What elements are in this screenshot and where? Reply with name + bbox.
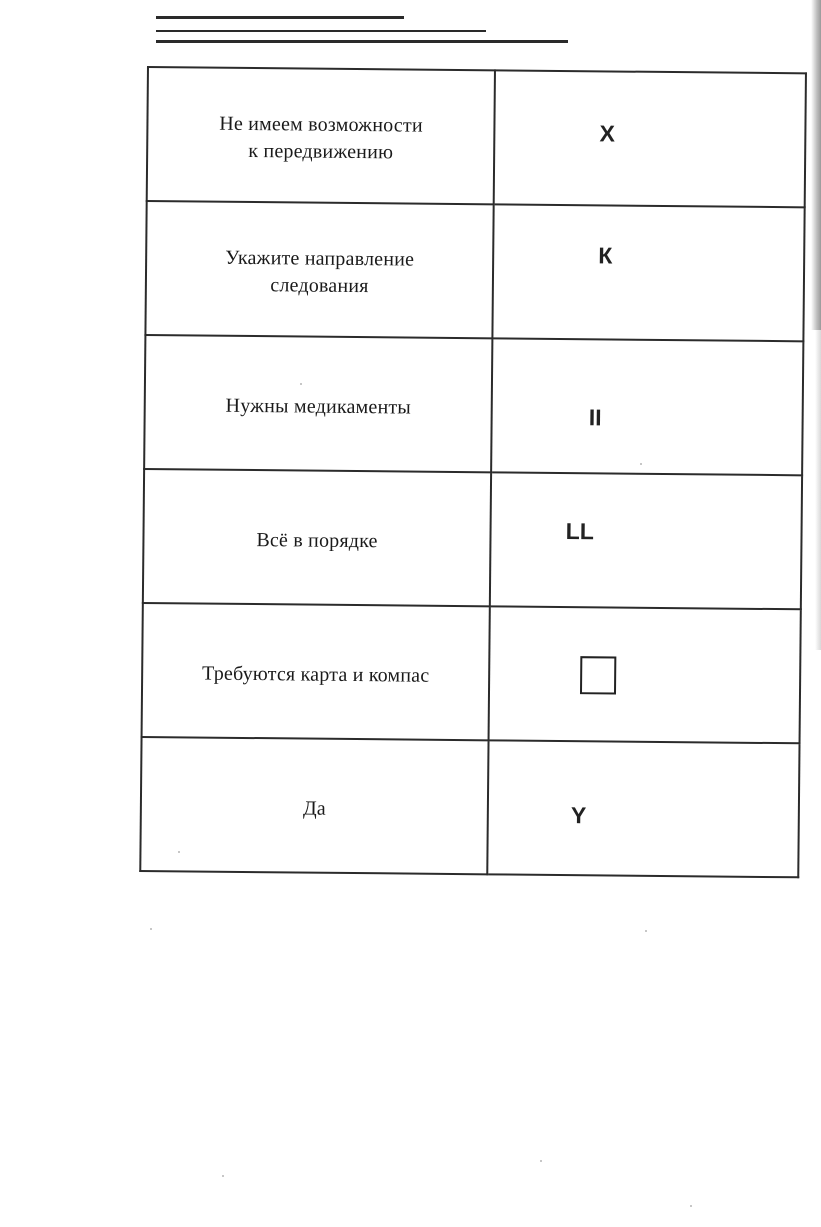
symbol-cell — [491, 338, 803, 475]
meaning-cell — [145, 201, 493, 338]
meaning-text: Всё в порядке — [256, 529, 378, 553]
meaning-cell — [142, 603, 490, 740]
meaning-text — [147, 202, 493, 301]
signal-symbol: X — [599, 120, 616, 147]
signal-table — [139, 66, 807, 878]
scan-speck — [690, 1205, 692, 1207]
meaning-cell — [143, 469, 491, 606]
symbol-cell — [494, 70, 806, 207]
meaning-text — [148, 68, 494, 167]
scan-edge-shadow — [811, 0, 821, 330]
scan-speck — [640, 463, 642, 465]
table-row — [147, 67, 806, 207]
signal-symbol: LL — [565, 518, 594, 545]
scan-edge-shadow-lower — [815, 330, 821, 650]
symbol-cell — [490, 472, 802, 609]
meaning-cell — [144, 335, 492, 472]
meaning-text: Нужны медикаменты — [225, 394, 412, 419]
meaning-text: Требуются карта и компас — [201, 662, 430, 687]
scan-speck — [150, 928, 152, 930]
table-row — [144, 335, 803, 475]
header-rule-3 — [156, 40, 568, 43]
header-rule-2 — [156, 30, 486, 32]
meaning-text: Да — [302, 797, 327, 820]
signal-symbol: II — [588, 404, 602, 431]
symbol-cell — [487, 740, 799, 877]
scan-speck — [178, 851, 180, 853]
scan-speck — [222, 1175, 224, 1177]
meaning-cell — [140, 737, 488, 874]
table-row — [140, 737, 799, 877]
meaning-line: Не имеем возможности — [219, 112, 423, 137]
table-row — [145, 201, 804, 341]
meaning-cell — [147, 67, 495, 204]
signal-symbol: К — [598, 242, 613, 269]
signal-symbol: Y — [570, 802, 587, 829]
table-row — [143, 469, 802, 609]
scan-speck — [300, 383, 302, 385]
symbol-cell — [489, 606, 801, 743]
meaning-line: Укажите направление — [225, 246, 415, 271]
scan-speck — [540, 1160, 542, 1162]
scan-speck — [645, 930, 647, 932]
header-rule-1 — [156, 16, 404, 19]
meaning-line: к передвижению — [248, 139, 394, 164]
square-icon — [580, 656, 616, 694]
meaning-line: следования — [270, 274, 369, 298]
table-row — [142, 603, 801, 743]
symbol-cell — [493, 204, 805, 341]
